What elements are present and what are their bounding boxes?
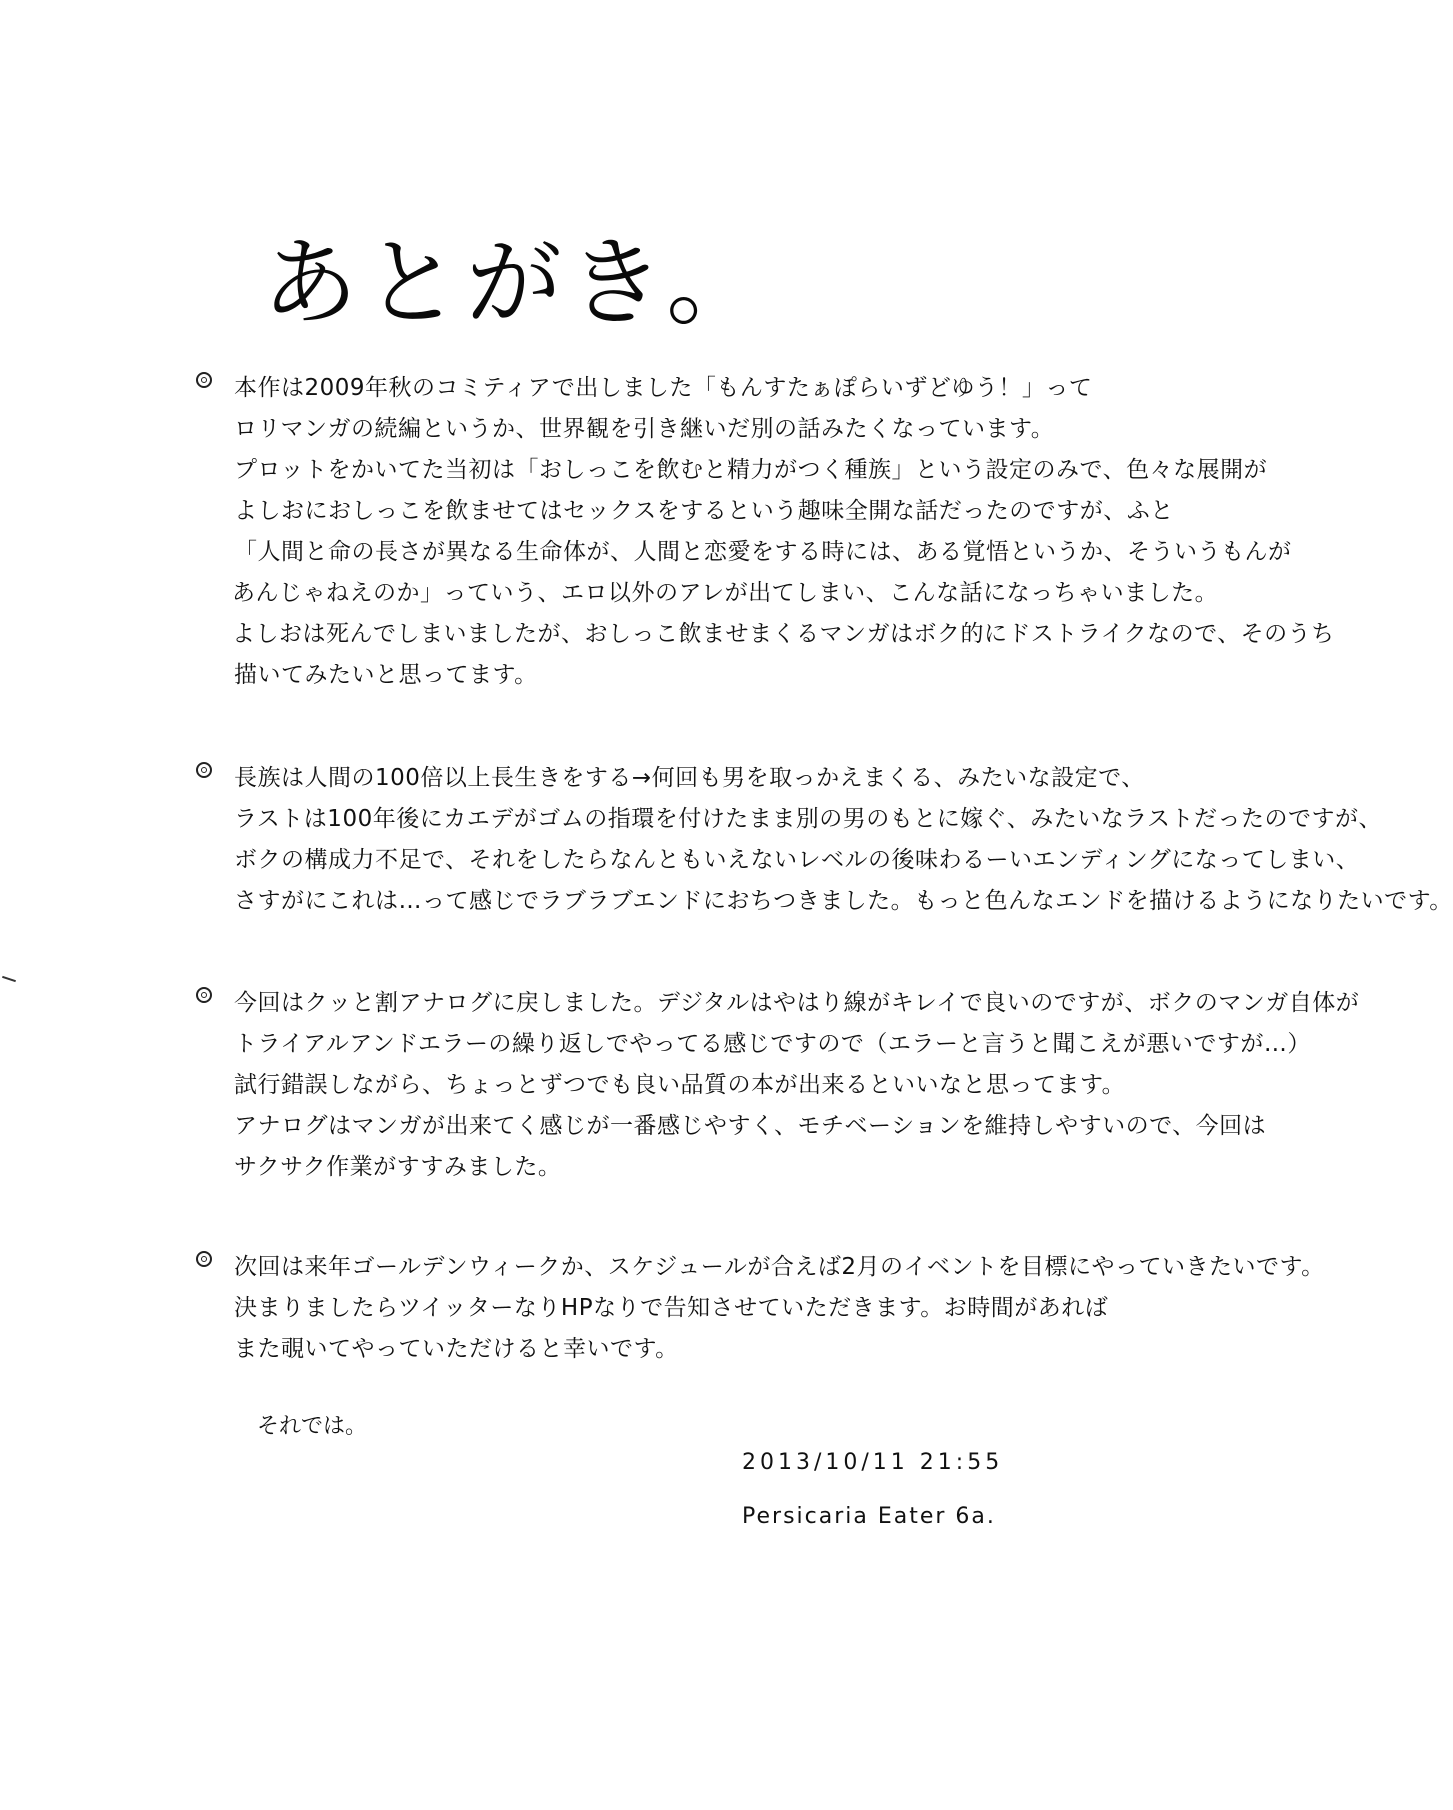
text-line: よしおにおしっこを飲ませてはセックスをするという趣味全開な話だったのですが、ふと: [234, 498, 1174, 524]
text-line: アナログはマンガが出来てく感じが一番感じやすく、モチベーションを維持しやすいので、今回は: [234, 1113, 1267, 1139]
text-line: トライアルアンドエラーの繰り返しでやってる感じですので（エラーと言うと聞こえが悪いですが…）: [234, 1031, 1311, 1057]
section-lines: [232, 368, 1335, 696]
text-line: 試行錯誤しながら、ちょっとずつでも良い品質の本が出来るといいなと思ってます。: [234, 1072, 1126, 1098]
section-lines: [234, 758, 1453, 922]
text-line: また覗いてやっていただけると幸いです。: [234, 1336, 679, 1362]
text-line: よしおは死んでしまいましたが、おしっこ飲ませまくるマンガはボク的にドストライクなので、そのうち: [232, 621, 1335, 647]
text-line: 長族は人間の100倍以上長生きをする→何回も男を取っかえまくる、みたいな設定で、: [234, 765, 1145, 791]
text-line: 「人間と命の長さが異なる生命体が、人間と恋愛をする時には、ある覚悟というか、そういうもんが: [234, 539, 1292, 565]
text-line: ボクの構成力不足で、それをしたらなんともいえないレベルの後味わるーいエンディングになってしまい、: [234, 847, 1360, 873]
bullet-icon: [196, 987, 212, 1003]
text-line: ロリマンガの続編というか、世界観を引き継いだ別の話みたくなっています。: [234, 416, 1055, 442]
closing-text: それでは。: [257, 1414, 368, 1439]
text-line: あんじゃねえのか」っていう、エロ以外のアレが出てしまい、こんな話になっちゃいました。: [232, 580, 1219, 606]
section-lines: [234, 983, 1360, 1188]
text-line: ラストは100年後にカエデがゴムの指環を付けたまま別の男のもとに嫁ぐ、みたいなラストだったのですが、: [234, 806, 1383, 832]
signature: Persicaria Eater 6a.: [742, 1504, 996, 1529]
text-line: 次回は来年ゴールデンウィークか、スケジュールが合えば2月のイベントを目標にやっていきたいです。: [234, 1254, 1325, 1280]
bullet-icon: [196, 1251, 212, 1267]
text-line: プロットをかいてた当初は「おしっこを飲むと精力がつく種族」という設定のみで、色々な展開が: [234, 457, 1268, 483]
text-line: 決まりましたらツイッターなりHPなりで告知させていただきます。お時間があれば: [234, 1295, 1109, 1321]
text-line: 本作は2009年秋のコミティアで出しました「もんすたぁぽらいずどゆう！」って: [234, 375, 1093, 401]
page-title: あとがき。: [262, 227, 769, 339]
bullet-icon: [196, 372, 212, 388]
text-line: さすがにこれは…って感じでラブラブエンドにおちつきました。もっと色んなエンドを描けるようになりたいです。: [234, 888, 1453, 914]
text-line: サクサク作業がすすみました。: [234, 1154, 562, 1180]
bullet-icon: [196, 762, 212, 778]
date-time: 2013/10/11 21:55: [742, 1450, 1004, 1475]
section-lines: [234, 1247, 1325, 1370]
text-line: 描いてみたいと思ってます。: [234, 662, 538, 688]
margin-mark: [2, 976, 16, 982]
text-line: 今回はクッと割アナログに戻しました。デジタルはやはり線がキレイで良いのですが、ボクのマンガ自体が: [234, 990, 1360, 1016]
